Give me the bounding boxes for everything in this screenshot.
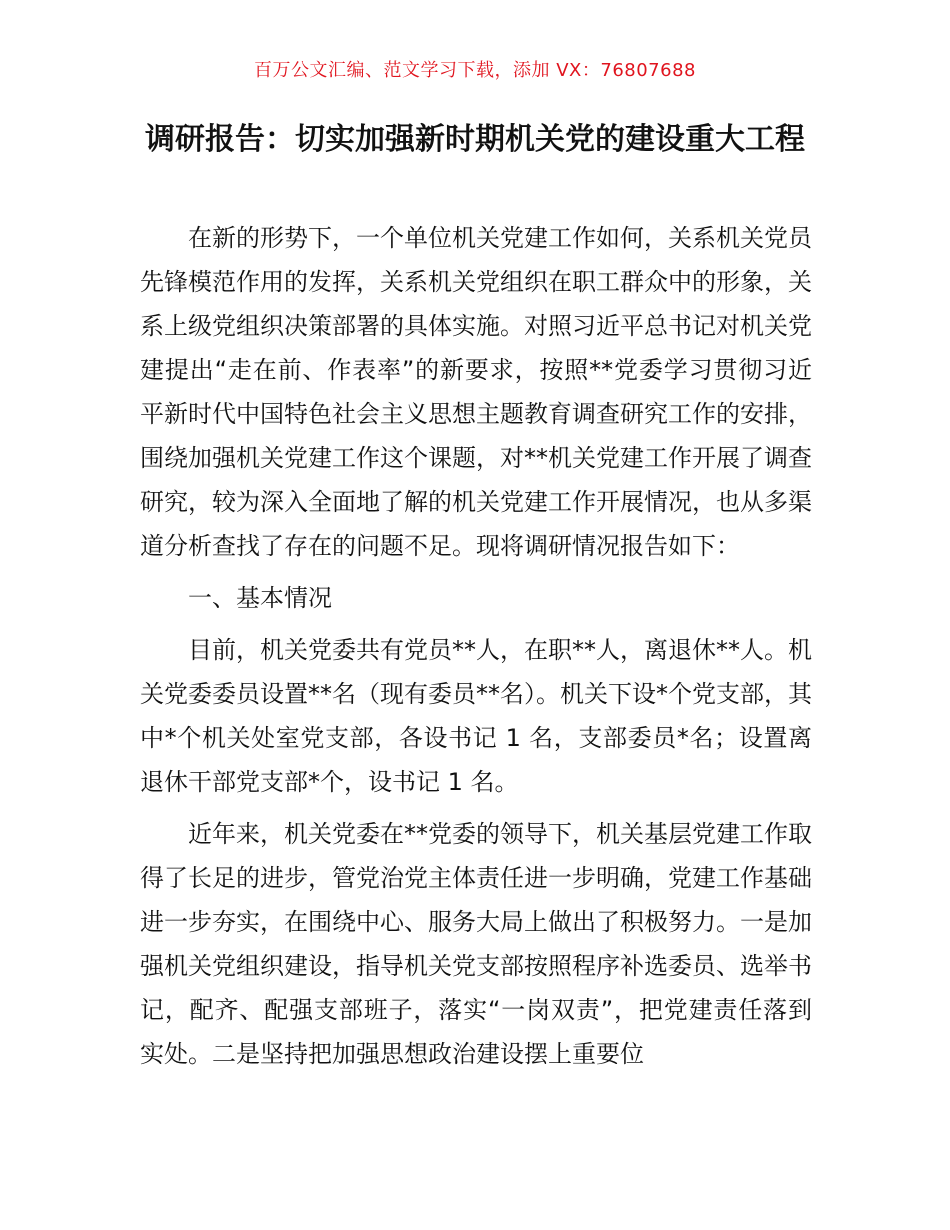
section-heading-basic: 一、基本情况 [188, 584, 332, 612]
paragraph-intro: 在新的形势下，一个单位机关党建工作如何，关系机关党员先锋模范作用的发挥，关系机关党组织在职工群众中的形象，关系上级党组织决策部署的具体实施。对照习近平总书记对机关党建提出“走在前、作表率”的新要求，按照**党委学习贯彻习近平新时代中国特色社会主义思想主题教育调查研究工作的安排，围绕加强机关党建工作这个课题，对**机关党建工作开展了调查研究，较为深入全面地了解的机关党建工作开展情况，也从多渠道分析查找了存在的问题不足。现将调研情况报告如下： [140, 224, 812, 560]
document-title: 调研报告：切实加强新时期机关党的建设重大工程 [145, 122, 805, 157]
header-banner: 百万公文汇编、范文学习下载，添加 VX：76807688 [254, 60, 696, 81]
document-body [140, 216, 812, 1084]
paragraph-progress: 近年来，机关党委在**党委的领导下，机关基层党建工作取得了长足的进步，管党治党主体责任进一步明确，党建工作基础进一步夯实，在围绕中心、服务大局上做出了积极努力。一是加强机关党组织建设，指导机关党支部按照程序补选委员、选举书记，配齐、配强支部班子，落实“一岗双责”，把党建责任落到实处。二是坚持把加强思想政治建设摆上重要位 [140, 820, 812, 1068]
paragraph-members: 目前，机关党委共有党员**人，在职**人，离退休**人。机关党委委员设置**名（现有委员**名）。机关下设*个党支部，其中*个机关处室党支部，各设书记 1 名，支部委员*名；设置离退休干部党支部*个，设书记 1 名。 [140, 636, 812, 796]
